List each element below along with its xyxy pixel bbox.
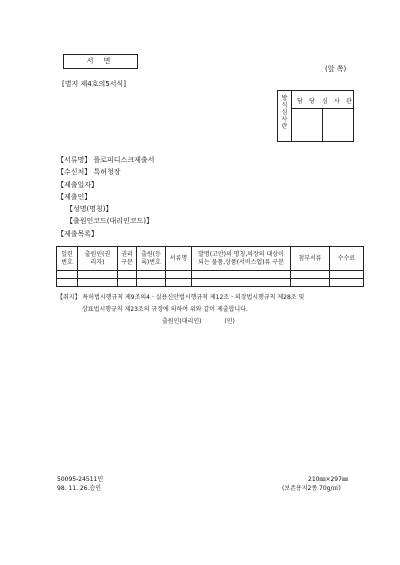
review-label-char: 방: [281, 95, 288, 102]
review-label-char: 식: [281, 102, 288, 109]
table-row: [57, 271, 364, 279]
form-code: [별지 제4호의5서식]: [62, 80, 126, 88]
col-header-invention-title: 발명(고안)의 명칭,의장의 대상이 되는 물품,상품(서비스업)류 구분: [192, 247, 291, 271]
field-recipient: 【수신처】 특허청장: [57, 168, 121, 176]
col-header-attachments: 첨부서류: [291, 247, 330, 271]
footer-paper-size: 210㎜×297㎜: [308, 476, 348, 483]
review-header-char: 담: [297, 98, 303, 105]
footer-approval-code: 50095-24511민: [57, 476, 104, 483]
field-applicant-code: 【출원인코드(대리인코드)】: [66, 217, 154, 225]
col-header-doc-name: 서류명: [166, 247, 192, 271]
table-row: [57, 279, 364, 287]
review-divider: [322, 108, 323, 141]
purpose-line-2: 상표법시행규칙 제23조의 규정에 의하여 위와 같이 제출합니다.: [82, 306, 248, 313]
review-header: [292, 91, 353, 109]
col-header-serial: 일련 번호: [57, 247, 78, 271]
footer-approval-date: 98. 11. 26.승인: [57, 485, 102, 492]
field-document-name: 【서류명】 플로피디스크제출서: [57, 156, 155, 164]
review-label-char: 사: [281, 116, 288, 123]
review-label-char: 란: [281, 123, 288, 130]
review-header-char: 사: [334, 98, 340, 105]
table-header-row: [57, 247, 364, 271]
review-label-char: 심: [281, 109, 288, 116]
col-header-right-type: 권리 구분: [118, 247, 137, 271]
field-submission-date: 【제출일자】: [57, 181, 99, 189]
field-submission-list: 【제출목록】: [57, 230, 99, 238]
submission-table: [56, 246, 364, 287]
review-label-vertical: [278, 91, 292, 141]
form-title: 서 면: [63, 54, 138, 69]
page-note: (앞 쪽): [325, 65, 347, 73]
review-header-char: 심: [322, 98, 328, 105]
col-header-fee: 수수료: [330, 247, 364, 271]
purpose-line-1: 【취지】 특허법시행규칙 제9조의4ㆍ실용신안법시행규칙 제12조ㆍ의장법시행규칙 제28조 및: [57, 294, 305, 301]
field-name: 【성명(명칭)】: [66, 205, 113, 213]
col-header-app-number: 출원(등 록)번호: [137, 247, 166, 271]
signature-line: 출원인(대리인) (인): [162, 318, 235, 325]
col-header-applicant: 출원인(권 리자): [78, 247, 118, 271]
review-header-char: 관: [346, 98, 352, 105]
review-header-char: 당: [309, 98, 315, 105]
field-submitter: 【제출인】: [57, 193, 92, 201]
footer-paper-spec: (보존용지2종 70g/㎡): [282, 485, 341, 492]
review-stamp-box: [277, 90, 354, 142]
